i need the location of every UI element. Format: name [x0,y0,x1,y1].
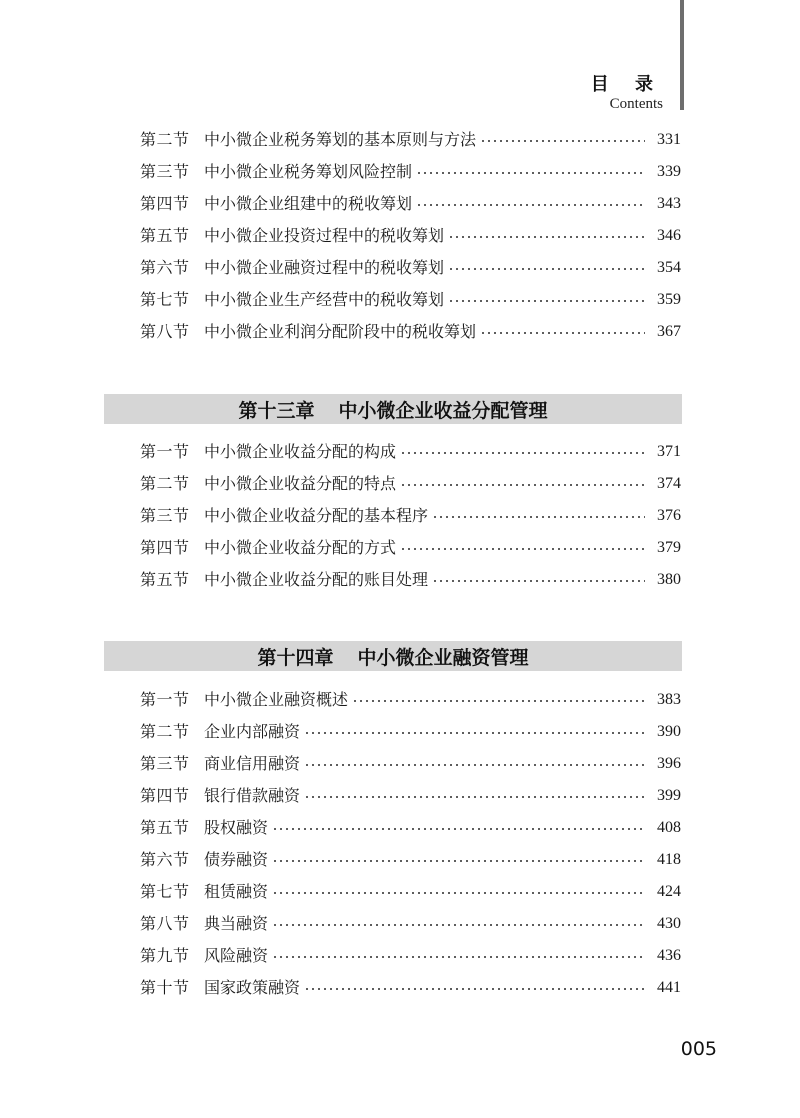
page-number: 359 [657,291,681,308]
leader-dots [272,955,645,959]
leader-dots [448,299,645,303]
page-number: 390 [657,723,681,740]
page-number: 430 [657,915,681,932]
chapter-title: 中小微企业融资管理 [357,646,529,669]
section-number: 第七节 [140,882,190,901]
section-number: 第二节 [140,130,190,149]
page-number: 346 [657,227,681,244]
leader-dots [272,827,645,831]
toc-entry[interactable] [140,688,681,712]
section-number: 第二节 [140,474,190,493]
leader-dots [272,891,645,895]
leader-dots [272,859,645,863]
leader-dots [448,235,645,239]
section-number: 第四节 [140,786,190,805]
page-folio: 005 [680,1038,717,1060]
section-number: 第十节 [140,978,190,997]
section-title: 中小微企业税务筹划风险控制 [204,162,413,181]
toc-entry[interactable] [140,288,681,312]
section-title: 典当融资 [204,914,269,933]
section-number: 第五节 [140,226,190,245]
leader-dots [304,795,645,799]
leader-dots [272,923,645,927]
section-title: 商业信用融资 [204,754,301,773]
toc-entry[interactable] [140,944,681,968]
page-number: 374 [657,475,681,492]
leader-dots [416,171,645,175]
page-number: 399 [657,787,681,804]
leader-dots [304,763,645,767]
toc-entry[interactable] [140,160,681,184]
page-number: 343 [657,195,681,212]
section-title: 中小微企业税务筹划的基本原则与方法 [204,130,477,149]
page-number: 367 [657,323,681,340]
section-number: 第五节 [140,570,190,589]
toc-entry[interactable] [140,224,681,248]
leader-dots [400,483,645,487]
section-title: 中小微企业收益分配的构成 [204,442,397,461]
chapter-heading-13[interactable] [104,394,682,424]
section-title: 中小微企业收益分配的基本程序 [204,506,429,525]
section-number: 第二节 [140,722,190,741]
leader-dots [304,987,645,991]
running-header-subtitle: Contents [609,96,663,112]
section-title: 债券融资 [204,850,269,869]
page-number: 379 [657,539,681,556]
toc-entry[interactable] [140,816,681,840]
page-number: 376 [657,507,681,524]
section-number: 第四节 [140,194,190,213]
toc-entry[interactable] [140,784,681,808]
leader-dots [416,203,645,207]
section-title: 银行借款融资 [204,786,301,805]
page-number: 436 [657,947,681,964]
chapter-heading-14[interactable] [104,641,682,671]
section-title: 中小微企业利润分配阶段中的税收筹划 [204,322,477,341]
section-title: 中小微企业收益分配的账目处理 [204,570,429,589]
toc-entry[interactable] [140,848,681,872]
toc-entry[interactable] [140,256,681,280]
chapter-title: 中小微企业收益分配管理 [338,399,548,422]
toc-entry[interactable] [140,536,681,560]
toc-entry[interactable] [140,912,681,936]
section-title: 中小微企业融资概述 [204,690,349,709]
leader-dots [432,515,645,519]
section-number: 第七节 [140,290,190,309]
leader-dots [400,547,645,551]
page-number: 408 [657,819,681,836]
section-number: 第三节 [140,754,190,773]
leader-dots [432,579,645,583]
section-title: 中小微企业收益分配的特点 [204,474,397,493]
section-title: 股权融资 [204,818,269,837]
toc-entry[interactable] [140,752,681,776]
page-number: 441 [657,979,681,996]
page-number: 380 [657,571,681,588]
toc-entry[interactable] [140,720,681,744]
page-number: 396 [657,755,681,772]
leader-dots [400,451,645,455]
section-number: 第一节 [140,690,190,709]
section-title: 风险融资 [204,946,269,965]
toc-entry[interactable] [140,472,681,496]
toc-entry[interactable] [140,976,681,1000]
section-title: 中小微企业收益分配的方式 [204,538,397,557]
toc-entry[interactable] [140,504,681,528]
section-title: 中小微企业投资过程中的税收筹划 [204,226,445,245]
toc-entry[interactable] [140,880,681,904]
toc-entry[interactable] [140,192,681,216]
section-number: 第四节 [140,538,190,557]
section-number: 第三节 [140,162,190,181]
page-number: 371 [657,443,681,460]
section-number: 第六节 [140,258,190,277]
page-number: 331 [657,131,681,148]
section-title: 中小微企业生产经营中的税收筹划 [204,290,445,309]
leader-dots [352,699,645,703]
page-number: 339 [657,163,681,180]
header-vertical-rule [680,0,684,110]
page-number: 383 [657,691,681,708]
section-title: 中小微企业组建中的税收筹划 [204,194,413,213]
section-number: 第五节 [140,818,190,837]
leader-dots [448,267,645,271]
section-number: 第六节 [140,850,190,869]
toc-entry[interactable] [140,128,681,152]
page-number: 418 [657,851,681,868]
page-number: 424 [657,883,681,900]
leader-dots [480,331,645,335]
page-number: 354 [657,259,681,276]
section-title: 企业内部融资 [204,722,301,741]
section-number: 第一节 [140,442,190,461]
chapter-number: 第十四章 [257,646,334,669]
toc-entry[interactable] [140,320,681,344]
section-title: 中小微企业融资过程中的税收筹划 [204,258,445,277]
toc-entry[interactable] [140,440,681,464]
section-number: 第八节 [140,914,190,933]
toc-entry[interactable] [140,568,681,592]
section-title: 租赁融资 [204,882,269,901]
section-number: 第三节 [140,506,190,525]
section-title: 国家政策融资 [204,978,301,997]
section-number: 第八节 [140,322,190,341]
section-number: 第九节 [140,946,190,965]
running-header-title: 目 录 [590,74,663,95]
leader-dots [480,139,645,143]
leader-dots [304,731,645,735]
chapter-number: 第十三章 [238,399,315,422]
